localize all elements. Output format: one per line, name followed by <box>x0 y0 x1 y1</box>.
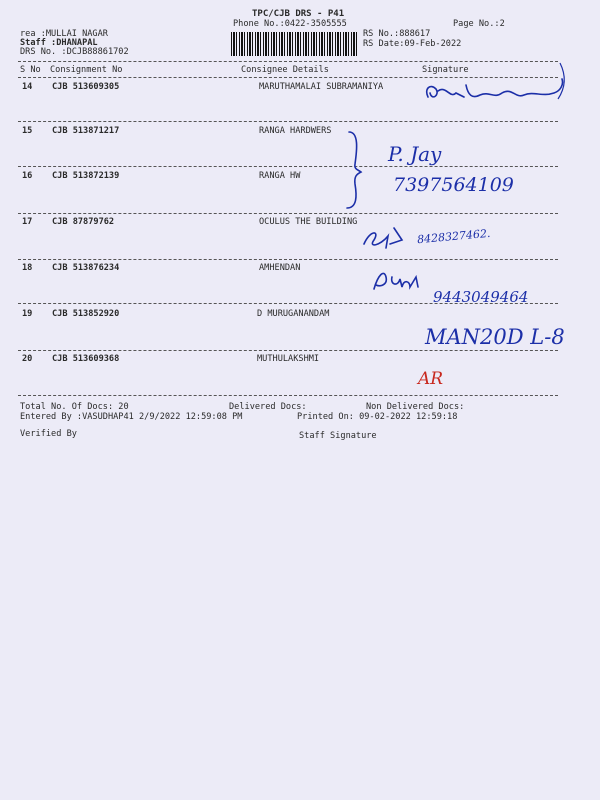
row-sno: 14 <box>22 82 33 92</box>
divider <box>18 395 558 396</box>
page-number: Page No.:2 <box>453 19 505 29</box>
staff-label: Staff :DHANAPAL <box>20 38 98 48</box>
signature-row-15-16: P. Jay <box>388 142 442 166</box>
signature-row-14 <box>420 55 580 119</box>
row-consignee: MARUTHAMALAI SUBRAMANIYA <box>259 82 384 92</box>
row-consignment: CJB 87879762 <box>52 217 115 227</box>
entered-by: Entered By :VASUDHAP41 2/9/2022 12:59:08 PM <box>20 412 243 422</box>
row-consignee: RANGA HW <box>259 171 301 181</box>
row-consignment: CJB 513872139 <box>52 171 120 181</box>
col-consignment: Consignment No <box>50 65 123 75</box>
row-sno: 19 <box>22 309 33 319</box>
col-sno: S No <box>20 65 41 75</box>
row-consignment: CJB 513609305 <box>52 82 120 92</box>
phone-row-18: 9443049464 <box>433 288 529 306</box>
row-consignee: OCULUS THE BUILDING <box>259 217 358 227</box>
divider <box>18 121 558 122</box>
row-sno: 20 <box>22 354 33 364</box>
row-consignment: CJB 513876234 <box>52 263 120 273</box>
row-sno: 16 <box>22 171 33 181</box>
phone-number: Phone No.:0422-3505555 <box>233 19 347 29</box>
staff-signature: Staff Signature <box>299 431 377 441</box>
phone-row-17: 8428327462. <box>416 226 491 247</box>
row-consignment: CJB 513609368 <box>52 354 120 364</box>
document-title: TPC/CJB DRS - P41 <box>252 9 345 19</box>
row-sno: 15 <box>22 126 33 136</box>
row-consignment: CJB 513871217 <box>52 126 120 136</box>
rs-date: RS Date:09-Feb-2022 <box>363 39 462 49</box>
note-row-20: AR <box>418 369 444 389</box>
signature-row-17 <box>360 222 420 256</box>
row-consignee: RANGA HARDWERS <box>259 126 332 136</box>
note-row-19: MAN20D L-8 <box>425 325 565 349</box>
delivered-docs: Delivered Docs: <box>229 402 307 412</box>
divider <box>18 213 558 214</box>
divider <box>18 350 558 351</box>
total-docs: Total No. Of Docs: 20 <box>20 402 129 412</box>
divider <box>18 259 558 260</box>
col-consignee: Consignee Details <box>241 65 329 75</box>
row-sno: 18 <box>22 263 33 273</box>
row-consignee: MUTHULAKSHMI <box>257 354 320 364</box>
rs-number: RS No.:888617 <box>363 29 431 39</box>
signature-row-18 <box>370 265 430 299</box>
phone-row-16: 7397564109 <box>393 174 514 196</box>
row-consignee: AMHENDAN <box>259 263 301 273</box>
row-sno: 17 <box>22 217 33 227</box>
verified-by: Verified By <box>20 429 77 439</box>
row-consignment: CJB 513852920 <box>52 309 120 319</box>
drs-number: DRS No. :DCJB88861702 <box>20 47 129 57</box>
area-label: rea :MULLAI NAGAR <box>20 29 108 39</box>
barcode-image <box>231 32 358 56</box>
row-consignee: D MURUGANANDAM <box>257 309 330 319</box>
bracket-mark <box>345 130 365 214</box>
non-delivered-docs: Non Delivered Docs: <box>366 402 465 412</box>
col-signature: Signature <box>422 65 469 75</box>
printed-on: Printed On: 09-02-2022 12:59:18 <box>297 412 458 422</box>
divider <box>18 166 558 167</box>
